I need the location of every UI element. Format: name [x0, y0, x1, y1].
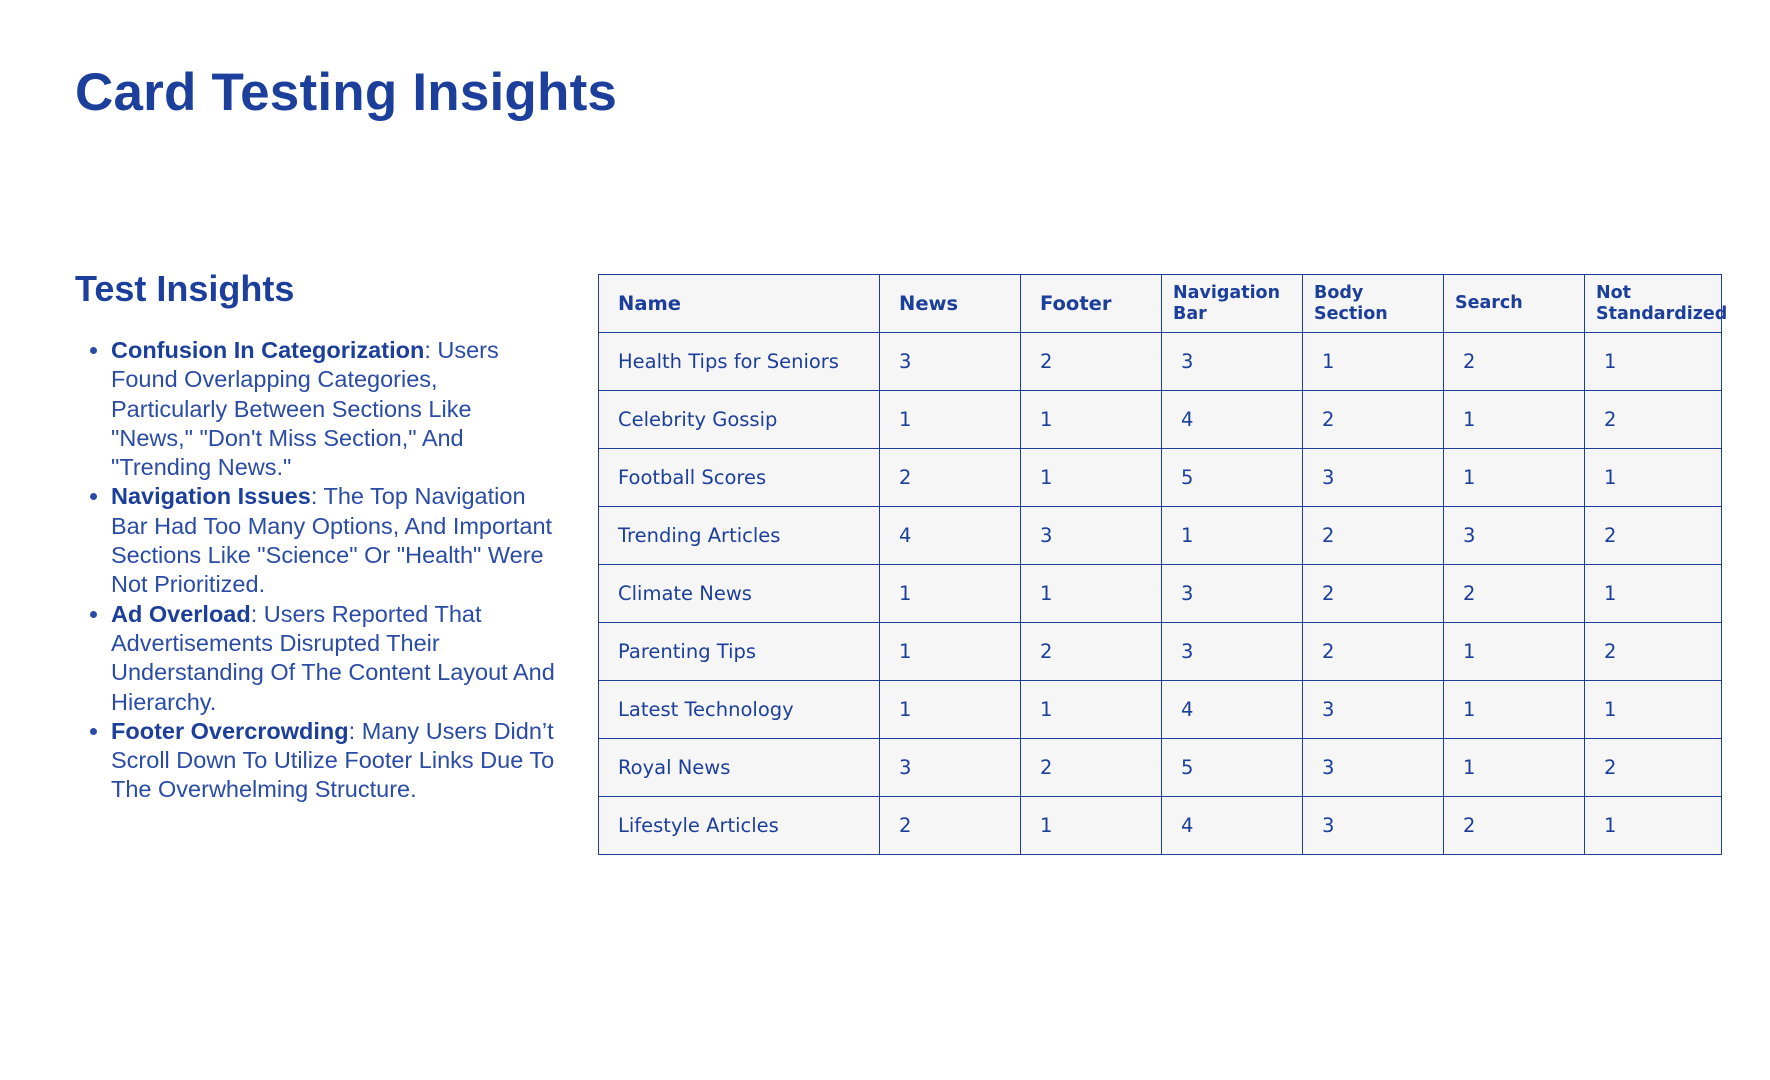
table-row	[599, 333, 1722, 391]
header-name: Name	[599, 275, 880, 333]
cell-body-section: 2	[1303, 507, 1444, 565]
cell-body-section: 2	[1303, 565, 1444, 623]
cell-footer: 1	[1021, 449, 1162, 507]
cell-footer: 1	[1021, 565, 1162, 623]
cell-name: Football Scores	[599, 449, 880, 507]
cell-name: Parenting Tips	[599, 623, 880, 681]
table-row	[599, 507, 1722, 565]
cell-body-section: 3	[1303, 797, 1444, 855]
cell-news: 4	[880, 507, 1021, 565]
cell-search: 3	[1444, 507, 1585, 565]
insight-text: : Users Found Overlapping Categories, Particularly Between Sections Like "News," "Don't Miss Section," And "Trending News."	[111, 337, 499, 481]
test-insights-section	[75, 268, 555, 805]
cell-news: 1	[880, 681, 1021, 739]
insight-item	[111, 600, 555, 717]
cell-footer: 1	[1021, 391, 1162, 449]
cell-news: 3	[880, 739, 1021, 797]
cell-search: 1	[1444, 391, 1585, 449]
cell-footer: 1	[1021, 681, 1162, 739]
cell-footer: 2	[1021, 739, 1162, 797]
insight-title: Footer Overcrowding	[111, 717, 349, 744]
cell-navigation-bar: 1	[1162, 507, 1303, 565]
cell-not-standardized: 1	[1585, 565, 1722, 623]
cell-search: 2	[1444, 565, 1585, 623]
cell-name: Health Tips for Seniors	[599, 333, 880, 391]
cell-search: 1	[1444, 623, 1585, 681]
cell-name: Climate News	[599, 565, 880, 623]
table-row	[599, 797, 1722, 855]
cell-not-standardized: 1	[1585, 333, 1722, 391]
header-body-section: Body Section	[1303, 275, 1444, 333]
insight-item	[111, 482, 555, 599]
table-row	[599, 739, 1722, 797]
cell-name: Trending Articles	[599, 507, 880, 565]
cell-body-section: 3	[1303, 739, 1444, 797]
cell-name: Royal News	[599, 739, 880, 797]
insight-text: : Users Reported That Advertisements Disrupted Their Understanding Of The Content Layout And Hierarchy.	[111, 600, 555, 715]
cell-body-section: 2	[1303, 391, 1444, 449]
header-search: Search	[1444, 275, 1585, 333]
table-row	[599, 391, 1722, 449]
cell-navigation-bar: 4	[1162, 391, 1303, 449]
cell-navigation-bar: 4	[1162, 797, 1303, 855]
cell-not-standardized: 2	[1585, 739, 1722, 797]
header-footer: Footer	[1021, 275, 1162, 333]
insight-item	[111, 717, 555, 805]
insight-text: : Many Users Didn’t Scroll Down To Utilize Footer Links Due To The Overwhelming Structure.	[111, 717, 555, 803]
cell-body-section: 1	[1303, 333, 1444, 391]
cell-not-standardized: 2	[1585, 391, 1722, 449]
cell-navigation-bar: 3	[1162, 623, 1303, 681]
cell-not-standardized: 1	[1585, 449, 1722, 507]
cell-search: 1	[1444, 681, 1585, 739]
cell-not-standardized: 1	[1585, 797, 1722, 855]
cell-search: 1	[1444, 739, 1585, 797]
cell-news: 3	[880, 333, 1021, 391]
card-testing-table	[598, 274, 1728, 855]
cell-news: 1	[880, 565, 1021, 623]
table-row	[599, 681, 1722, 739]
test-insights-heading: Test Insights	[75, 268, 295, 309]
cell-footer: 3	[1021, 507, 1162, 565]
insight-text: : The Top Navigation Bar Had Too Many Options, And Important Sections Like "Science" Or "Health" Were Not Prioritized.	[111, 483, 553, 598]
cell-body-section: 3	[1303, 449, 1444, 507]
cell-footer: 2	[1021, 623, 1162, 681]
cell-not-standardized: 2	[1585, 623, 1722, 681]
cell-not-standardized: 1	[1585, 681, 1722, 739]
cell-name: Celebrity Gossip	[599, 391, 880, 449]
cell-footer: 2	[1021, 333, 1162, 391]
cell-news: 1	[880, 391, 1021, 449]
cell-news: 2	[880, 449, 1021, 507]
insight-item	[111, 336, 555, 482]
cell-navigation-bar: 5	[1162, 739, 1303, 797]
cell-news: 1	[880, 623, 1021, 681]
table-body	[599, 333, 1722, 855]
cell-navigation-bar: 5	[1162, 449, 1303, 507]
cell-search: 2	[1444, 333, 1585, 391]
cell-navigation-bar: 3	[1162, 565, 1303, 623]
cell-body-section: 3	[1303, 681, 1444, 739]
table-header-row	[599, 275, 1722, 333]
insight-title: Confusion In Categorization	[111, 337, 425, 363]
cell-navigation-bar: 4	[1162, 681, 1303, 739]
cell-news: 2	[880, 797, 1021, 855]
header-not-standardized: Not Standardized	[1585, 275, 1722, 333]
table-row	[599, 565, 1722, 623]
cell-search: 1	[1444, 449, 1585, 507]
table-row	[599, 623, 1722, 681]
header-navigation-bar: Navigation Bar	[1162, 275, 1303, 333]
cell-navigation-bar: 3	[1162, 333, 1303, 391]
insights-list	[75, 336, 555, 805]
cell-name: Lifestyle Articles	[599, 797, 880, 855]
cell-body-section: 2	[1303, 623, 1444, 681]
header-news: News	[880, 275, 1021, 333]
cell-search: 2	[1444, 797, 1585, 855]
cell-name: Latest Technology	[599, 681, 880, 739]
insight-title: Ad Overload	[111, 600, 251, 627]
insight-title: Navigation Issues	[111, 483, 311, 510]
table-row	[599, 449, 1722, 507]
page-title: Card Testing Insights	[75, 63, 618, 122]
cell-footer: 1	[1021, 797, 1162, 855]
cell-not-standardized: 2	[1585, 507, 1722, 565]
